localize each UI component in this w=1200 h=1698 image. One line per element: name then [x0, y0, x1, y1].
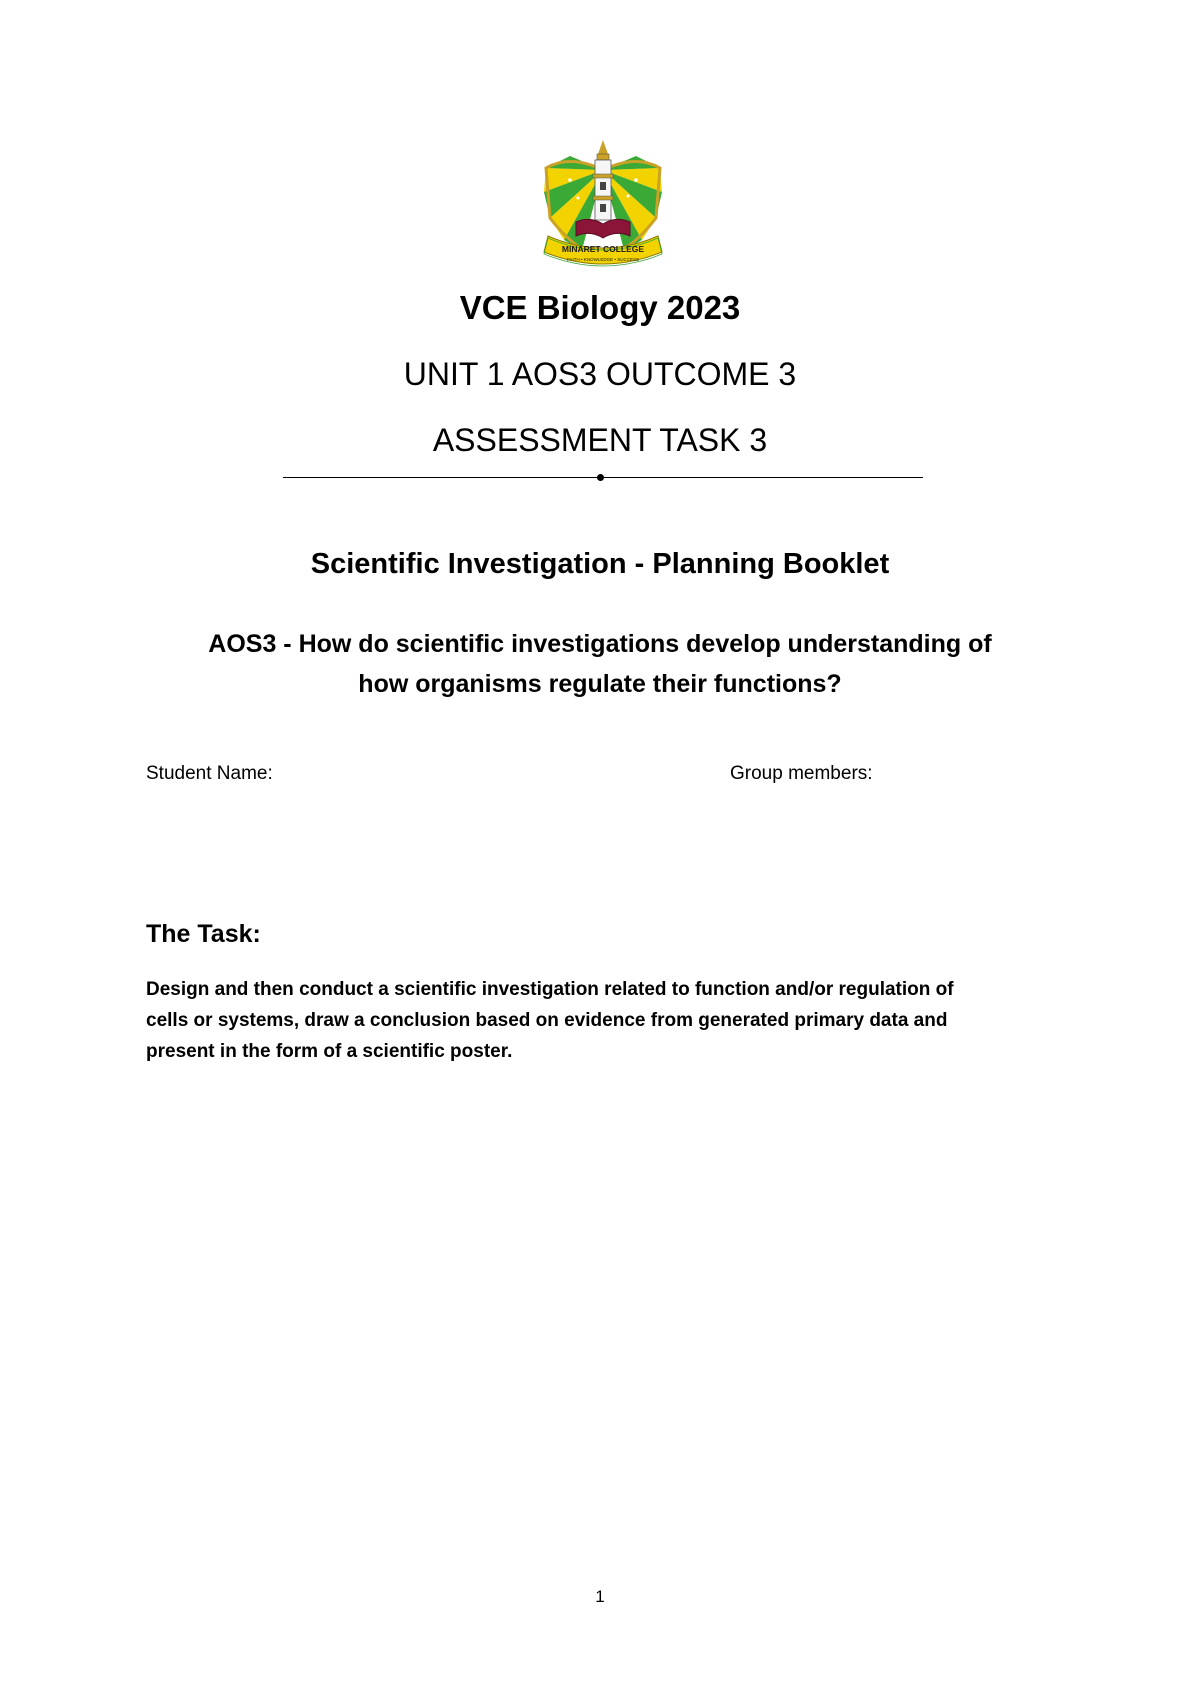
aos-question — [0, 624, 1200, 704]
unit-subtitle: UNIT 1 AOS3 OUTCOME 3 — [403, 356, 797, 392]
divider-dot — [597, 474, 604, 481]
task-heading: The Task: — [146, 920, 261, 948]
task-description — [146, 974, 1046, 1067]
page-number: 1 — [595, 1587, 605, 1606]
booklet-title: Scientific Investigation - Planning Booklet — [310, 548, 890, 580]
task-line-3: present in the form of a scientific poster. — [146, 1041, 513, 1062]
student-name-label: Student Name: — [146, 763, 273, 784]
document-title: VCE Biology 2023 — [459, 289, 741, 326]
aos-question-line-1: AOS3 - How do scientific investigations develop understanding of — [208, 630, 992, 658]
aos-question-line-2: how organisms regulate their functions? — [358, 670, 842, 698]
assessment-subtitle: ASSESSMENT TASK 3 — [432, 422, 768, 458]
group-members-label: Group members: — [730, 763, 873, 784]
task-line-2: cells or systems, draw a conclusion based on evidence from generated primary data and — [146, 1010, 948, 1031]
task-line-1: Design and then conduct a scientific investigation related to function and/or regulation of — [146, 979, 954, 1000]
crest-motto-text: FAITH • KNOWLEDGE • SUCCESS — [567, 257, 639, 262]
minaret-college-crest-logo — [540, 140, 666, 270]
crest-banner-text: MINARET COLLEGE — [561, 244, 645, 254]
